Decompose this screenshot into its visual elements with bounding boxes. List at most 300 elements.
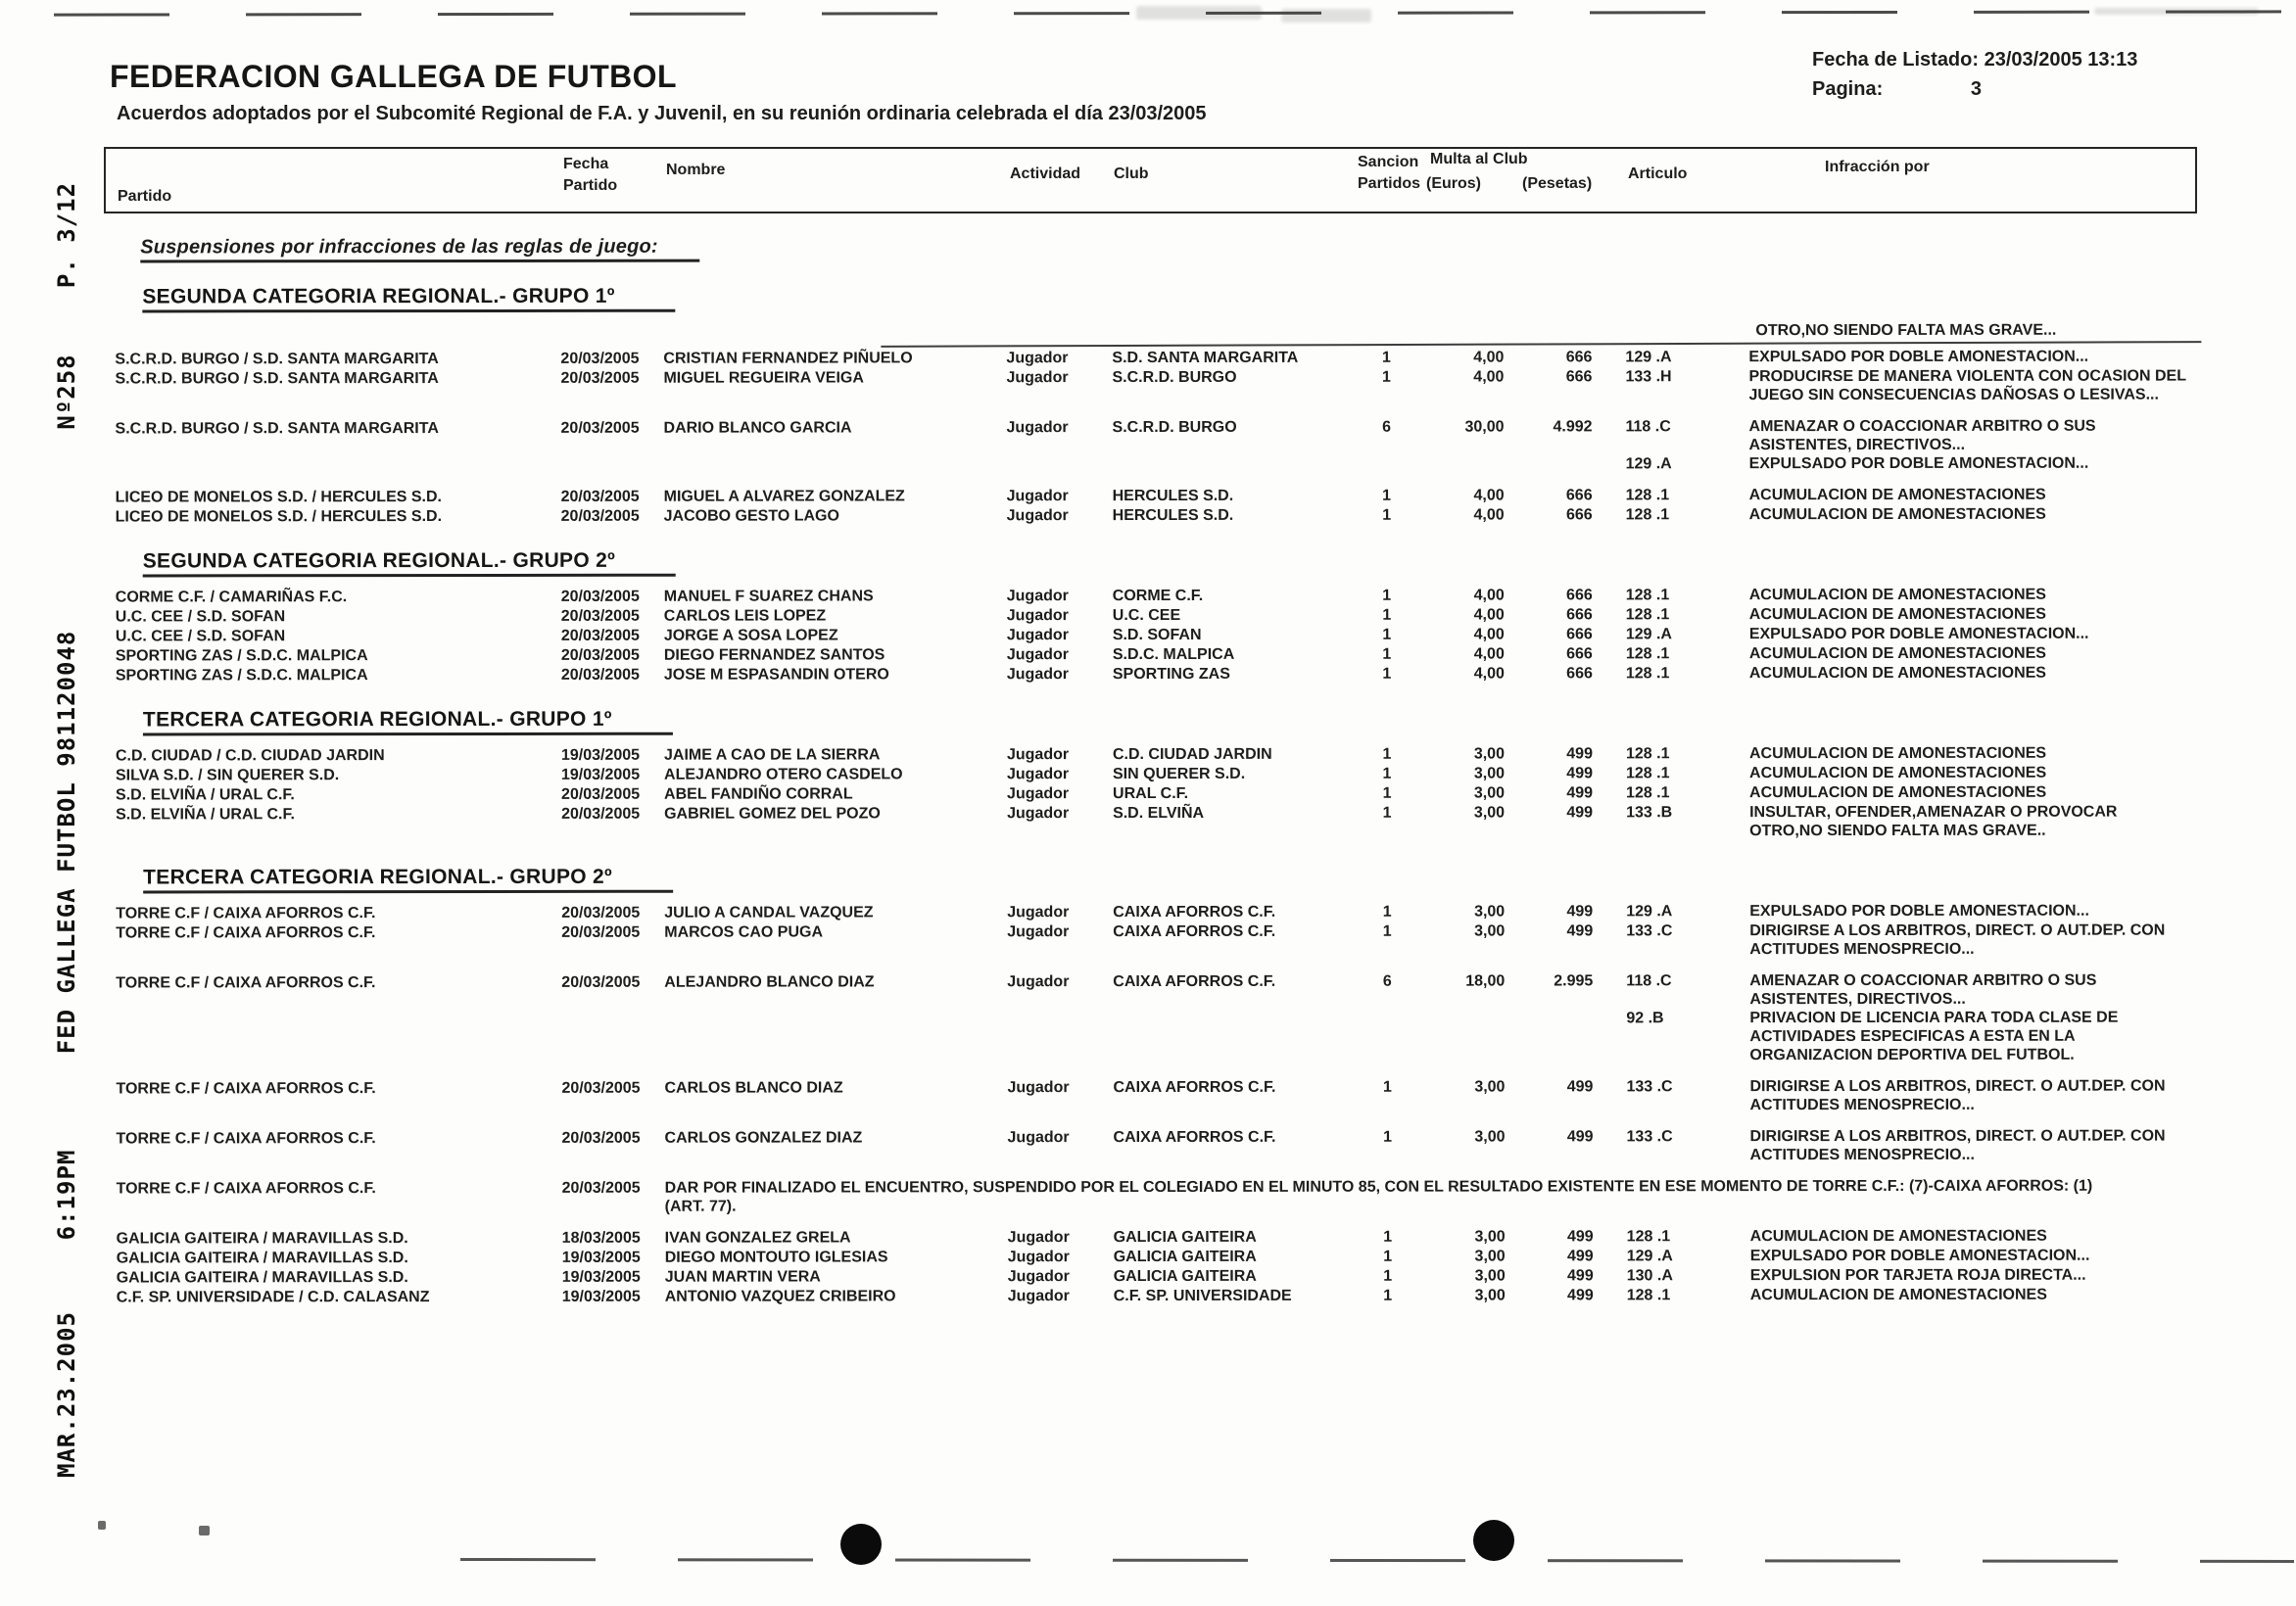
cell-sancion-partidos: 1	[1383, 1128, 1392, 1146]
column-header-articulo: Articulo	[1628, 165, 1688, 182]
column-header-fecha: Fecha	[563, 156, 609, 172]
cell-multa-pesetas: 4.992	[1553, 418, 1593, 436]
cell-infraccion	[1749, 1009, 2184, 1065]
cell-multa-euros: 4,00	[1473, 506, 1505, 524]
cell-sanciones	[1592, 367, 2186, 405]
cell-multa-pesetas: 666	[1566, 606, 1593, 624]
fax-page-indicator: P. 3/12	[53, 181, 80, 289]
cell-club: CORME C.F.	[1112, 587, 1204, 605]
infraccion-line: ACUMULACION DE AMONESTACIONES	[1749, 1227, 2047, 1246]
sancion-line	[1594, 1227, 2185, 1247]
cell-fecha-partido: 19/03/2005	[561, 1249, 641, 1266]
cell-partido: TORRE C.F / CAIXA AFORROS C.F.	[116, 1080, 376, 1098]
cell-infraccion	[1749, 971, 2184, 1010]
cell-club: S.C.R.D. BURGO	[1112, 418, 1237, 437]
infraccion-line: ACUMULACION DE AMONESTACIONES	[1749, 783, 2047, 802]
cell-fecha-partido: 19/03/2005	[560, 766, 641, 783]
infraccion-line: ACUMULACION DE AMONESTACIONES	[1748, 664, 2046, 683]
cell-actividad: Jugador	[1006, 350, 1069, 367]
cell-multa-pesetas: 666	[1566, 587, 1593, 604]
cell-actividad: Jugador	[1007, 1129, 1070, 1147]
sancion-line	[1593, 803, 2184, 841]
sanction-row	[116, 586, 2217, 607]
cell-multa-euros: 4,00	[1473, 645, 1505, 663]
sanction-row	[116, 803, 2217, 843]
cell-fecha-partido: 20/03/2005	[560, 588, 640, 605]
cell-multa-pesetas: 499	[1566, 922, 1594, 940]
cell-articulo: 133 .C	[1626, 922, 1673, 940]
cell-sancion-partidos: 1	[1382, 587, 1392, 604]
cell-articulo: 129 .A	[1626, 1248, 1673, 1265]
cell-infraccion	[1750, 1127, 2185, 1165]
cell-partido: S.C.R.D. BURGO / S.D. SANTA MARGARITA	[115, 370, 439, 388]
cell-nombre: MANUEL F SUAREZ CHANS	[663, 588, 874, 605]
cell-sanciones	[1593, 644, 2184, 664]
cell-nombre: MIGUEL A ALVAREZ GONZALEZ	[663, 488, 905, 505]
infraccion-line: JUEGO SIN CONSECUENCIAS DAÑOSAS O LESIVAS...	[1748, 386, 2159, 404]
cell-multa-pesetas: 666	[1565, 506, 1593, 524]
cell-infraccion	[1749, 1077, 2184, 1115]
sancion-line	[1592, 348, 2183, 367]
cell-sancion-partidos: 1	[1382, 606, 1392, 624]
sancion-line	[1593, 921, 2184, 960]
infraccion-line: EXPULSADO POR DOBLE AMONESTACION...	[1748, 348, 2089, 366]
cell-articulo: 118 .C	[1625, 418, 1671, 436]
carryover-infraccion: OTRO,NO SIENDO FALTA MAS GRAVE...	[1755, 321, 2057, 340]
cell-nombre: IVAN GONZALEZ GRELA	[664, 1229, 851, 1247]
cell-nombre: ANTONIO VAZQUEZ CRIBEIRO	[664, 1288, 896, 1305]
cell-multa-pesetas: 499	[1566, 903, 1594, 921]
cell-articulo: 92 .B	[1626, 1010, 1664, 1027]
infraccion-line: ACUMULACION DE AMONESTACIONES	[1748, 486, 2046, 504]
cell-nombre: ALEJANDRO OTERO CASDELO	[663, 766, 903, 783]
cell-articulo: 129 .A	[1626, 903, 1673, 921]
column-header-fecha-partido: Partido	[563, 177, 618, 194]
infraccion-line: ACTIVIDADES ESPECIFICAS A ESTA EN LA	[1749, 1027, 2076, 1046]
cell-club: URAL C.F.	[1113, 784, 1189, 803]
cell-sancion-partidos: 6	[1382, 418, 1391, 436]
cell-sanciones	[1594, 1266, 2185, 1286]
cell-articulo: 128 .1	[1626, 784, 1670, 802]
cell-nombre: JACOBO GESTO LAGO	[663, 507, 839, 525]
cell-nombre: ABEL FANDIÑO CORRAL	[664, 785, 853, 803]
cell-infraccion	[1749, 586, 2184, 605]
cell-sancion-partidos: 1	[1382, 903, 1392, 921]
fecha-listado-value: 23/03/2005 13:13	[1984, 49, 2138, 71]
hole-punch-mark	[840, 1524, 882, 1565]
cell-infraccion	[1750, 1227, 2185, 1247]
cell-nombre: DIEGO MONTOUTO IGLESIAS	[664, 1249, 888, 1266]
infraccion-line: EXPULSADO POR DOBLE AMONESTACION...	[1749, 1247, 2090, 1265]
infraccion-line: PRIVACION DE LICENCIA PARA TODA CLASE DE	[1749, 1009, 2119, 1027]
sanction-row	[117, 1286, 2218, 1307]
sancion-line	[1592, 417, 2183, 455]
infraccion-line: DIRIGIRSE A LOS ARBITROS, DIRECT. O AUT.DEP. CON	[1749, 1077, 2166, 1096]
sanction-row	[116, 971, 2217, 1067]
cell-partido: GALICIA GAITEIRA / MARAVILLAS S.D.	[116, 1250, 408, 1267]
sanction-row	[115, 367, 2216, 407]
sancion-line	[1593, 744, 2184, 764]
section-title: TERCERA CATEGORIA REGIONAL.- GRUPO 2º	[143, 868, 673, 894]
cell-partido: S.C.R.D. BURGO / S.D. SANTA MARGARITA	[115, 351, 439, 368]
cell-infraccion	[1749, 625, 2184, 644]
cell-infraccion	[1749, 505, 2184, 525]
cell-infraccion	[1748, 367, 2186, 405]
sancion-line	[1592, 367, 2186, 405]
infraccion-line: ASISTENTES, DIRECTIVOS...	[1748, 436, 1966, 454]
cell-multa-pesetas: 499	[1566, 784, 1594, 802]
note-line: (ART. 77).	[664, 1198, 737, 1215]
cell-multa-euros: 3,00	[1473, 765, 1506, 782]
cell-fecha-partido: 20/03/2005	[560, 507, 640, 525]
cell-partido: SPORTING ZAS / S.D.C. MALPICA	[115, 647, 368, 665]
section-title: TERCERA CATEGORIA REGIONAL.- GRUPO 1º	[143, 710, 673, 736]
sancion-line	[1594, 1266, 2185, 1286]
fax-bottom-edge-dashes	[460, 1558, 2294, 1563]
infraccion-line: ACUMULACION DE AMONESTACIONES	[1748, 605, 2046, 624]
cell-multa-euros: 30,00	[1464, 418, 1505, 436]
column-header-sancion-partidos: Partidos	[1358, 175, 1421, 192]
cell-multa-euros: 3,00	[1474, 903, 1506, 921]
cell-nombre: JOSE M ESPASANDIN OTERO	[663, 666, 889, 684]
cell-multa-pesetas: 499	[1566, 1248, 1594, 1265]
sanction-row	[116, 902, 2217, 923]
match-resolution-note	[665, 1177, 2185, 1216]
sancion-line	[1594, 1247, 2185, 1266]
scan-speck	[199, 1526, 210, 1535]
cell-partido: LICEO DE MONELOS S.D. / HERCULES S.D.	[115, 508, 443, 526]
infraccion-line: ACUMULACION DE AMONESTACIONES	[1748, 586, 2046, 604]
cell-partido: C.D. CIUDAD / C.D. CIUDAD JARDIN	[115, 747, 385, 765]
column-header-multa: Multa al Club	[1430, 151, 1528, 167]
cell-sanciones	[1594, 1127, 2185, 1165]
cell-fecha-partido: 19/03/2005	[561, 1288, 641, 1305]
cell-nombre: ALEJANDRO BLANCO DIAZ	[664, 973, 875, 991]
cell-sancion-partidos: 1	[1381, 368, 1391, 386]
column-header-nombre: Nombre	[666, 162, 726, 178]
cell-fecha-partido: 20/03/2005	[561, 973, 641, 991]
sanction-row	[116, 764, 2217, 785]
cell-articulo: 133 .H	[1625, 368, 1672, 386]
column-header-partido: Partido	[118, 188, 172, 205]
sanction-row	[117, 1127, 2218, 1167]
cell-fecha-partido: 20/03/2005	[561, 785, 641, 803]
cell-fecha-partido: 20/03/2005	[561, 1179, 641, 1197]
cell-actividad: Jugador	[1007, 1229, 1070, 1247]
pagina-value: 3	[1970, 78, 1982, 100]
list-title: Suspensiones por infracciones de las reglas de juego:	[140, 238, 699, 263]
cell-infraccion	[1749, 486, 2184, 505]
column-header-pesetas: (Pesetas)	[1522, 175, 1593, 192]
cell-nombre: CARLOS LEIS LOPEZ	[663, 607, 827, 625]
cell-club: CAIXA AFORROS C.F.	[1113, 903, 1276, 921]
cell-partido: CORME C.F. / CAMARIÑAS F.C.	[115, 589, 348, 606]
cell-sancion-partidos: 1	[1382, 487, 1392, 504]
cell-sancion-partidos: 1	[1383, 1287, 1393, 1304]
cell-partido: S.D. ELVIÑA / URAL C.F.	[116, 806, 295, 824]
cell-sanciones	[1593, 902, 2184, 921]
sancion-line	[1594, 1127, 2185, 1165]
cell-club: SPORTING ZAS	[1112, 665, 1230, 684]
section-title: SEGUNDA CATEGORIA REGIONAL.- GRUPO 2º	[143, 551, 676, 578]
listing-meta	[1812, 49, 2137, 108]
category-section	[115, 260, 2216, 527]
sanction-row	[117, 1227, 2218, 1249]
sancion-line	[1593, 902, 2184, 921]
cell-actividad: Jugador	[1006, 746, 1070, 764]
cell-infraccion	[1750, 1247, 2185, 1266]
pagina-label: Pagina:	[1812, 78, 1884, 100]
cell-articulo: 128 .1	[1625, 506, 1670, 524]
cell-sancion-partidos: 1	[1381, 349, 1391, 366]
cell-club: GALICIA GAITEIRA	[1113, 1228, 1257, 1247]
cell-actividad: Jugador	[1007, 1249, 1070, 1266]
cell-sancion-partidos: 1	[1383, 1248, 1393, 1265]
sanction-row	[116, 783, 2217, 805]
infraccion-line: ACUMULACION DE AMONESTACIONES	[1748, 505, 2046, 524]
cell-sanciones	[1593, 764, 2184, 783]
cell-sanciones	[1594, 1247, 2185, 1266]
cell-articulo: 128 .1	[1625, 745, 1670, 763]
cell-sanciones	[1593, 625, 2184, 644]
column-header-actividad: Actividad	[1010, 165, 1081, 182]
cell-partido: LICEO DE MONELOS S.D. / HERCULES S.D.	[115, 489, 442, 506]
cell-club: S.D. ELVIÑA	[1113, 804, 1205, 823]
cell-fecha-partido: 20/03/2005	[560, 488, 640, 505]
cell-club: GALICIA GAITEIRA	[1113, 1248, 1257, 1266]
cell-fecha-partido: 20/03/2005	[561, 805, 641, 823]
sanction-row	[117, 1266, 2218, 1288]
cell-sanciones	[1593, 664, 2184, 684]
cell-multa-euros: 4,00	[1473, 606, 1505, 624]
cell-fecha-partido: 20/03/2005	[560, 369, 640, 387]
cell-multa-pesetas: 499	[1567, 1287, 1594, 1304]
infraccion-line: ACTITUDES MENOSPRECIO...	[1749, 1146, 1975, 1164]
cell-multa-pesetas: 499	[1566, 1228, 1594, 1246]
infraccion-line: EXPULSADO POR DOBLE AMONESTACION...	[1748, 625, 2089, 643]
cell-club: S.D. SOFAN	[1112, 626, 1202, 644]
cell-nombre: JULIO A CANDAL VAZQUEZ	[664, 904, 874, 921]
cell-fecha-partido: 20/03/2005	[560, 607, 640, 625]
cell-sancion-partidos: 1	[1382, 1078, 1392, 1096]
cell-sanciones	[1593, 586, 2184, 605]
cell-multa-pesetas: 666	[1566, 645, 1593, 663]
cell-nombre: DIEGO FERNANDEZ SANTOS	[663, 646, 885, 664]
cell-infraccion	[1749, 454, 2184, 474]
fax-sender-id: FED GALLEGA FUTBOL 981120048	[53, 630, 80, 1055]
infraccion-line: DIRIGIRSE A LOS ARBITROS, DIRECT. O AUT.DEP. CON	[1749, 921, 2166, 940]
cell-actividad: Jugador	[1006, 419, 1069, 437]
cell-partido: U.C. CEE / S.D. SOFAN	[115, 628, 286, 645]
cell-sanciones	[1593, 971, 2184, 1065]
scan-speck	[98, 1521, 106, 1530]
cell-actividad: Jugador	[1007, 785, 1070, 803]
fax-date: MAR.23.2005	[53, 1311, 80, 1478]
cell-club: CAIXA AFORROS C.F.	[1113, 1078, 1276, 1097]
cell-actividad: Jugador	[1007, 904, 1070, 921]
cell-sanciones	[1593, 921, 2184, 960]
infraccion-line: DIRIGIRSE A LOS ARBITROS, DIRECT. O AUT.DEP. CON	[1749, 1127, 2166, 1146]
cell-sancion-partidos: 1	[1382, 626, 1392, 643]
cell-multa-euros: 3,00	[1474, 1248, 1506, 1265]
cell-multa-pesetas: 499	[1567, 1267, 1594, 1285]
cell-actividad: Jugador	[1006, 369, 1069, 387]
sancion-line	[1593, 783, 2184, 803]
cell-fecha-partido: 20/03/2005	[560, 627, 640, 644]
document-title: FEDERACION GALLEGA DE FUTBOL	[110, 59, 677, 94]
cell-club: C.D. CIUDAD JARDIN	[1112, 745, 1272, 764]
cell-articulo: 128 .1	[1626, 1228, 1671, 1246]
cell-multa-euros: 3,00	[1474, 1228, 1506, 1246]
cell-infraccion	[1749, 605, 2184, 625]
infraccion-line: ACTITUDES MENOSPRECIO...	[1749, 940, 1975, 959]
ink-bleed-mark	[1281, 9, 1371, 23]
cell-multa-euros: 4,00	[1473, 587, 1505, 604]
cell-multa-pesetas: 499	[1566, 745, 1593, 763]
cell-articulo: 133 .C	[1626, 1128, 1673, 1146]
cell-actividad: Jugador	[1007, 923, 1070, 941]
cell-sanciones	[1593, 1077, 2184, 1115]
cell-club: GALICIA GAITEIRA	[1113, 1267, 1257, 1286]
cell-actividad: Jugador	[1006, 607, 1069, 625]
table-header	[104, 147, 2197, 213]
cell-fecha-partido: 20/03/2005	[560, 646, 640, 664]
document-body	[115, 232, 2218, 1308]
cell-fecha-partido: 19/03/2005	[561, 1268, 641, 1286]
cell-club: S.C.R.D. BURGO	[1112, 368, 1237, 387]
cell-articulo: 128 .1	[1625, 606, 1670, 624]
cell-actividad: Jugador	[1006, 488, 1069, 505]
cell-sanciones	[1594, 1227, 2185, 1247]
cell-infraccion	[1749, 644, 2184, 664]
cell-sancion-partidos: 1	[1382, 922, 1392, 940]
cell-articulo: 128 .1	[1625, 487, 1670, 504]
cell-club: S.D.C. MALPICA	[1112, 645, 1235, 664]
cell-sanciones	[1593, 486, 2184, 505]
section-title: SEGUNDA CATEGORIA REGIONAL.- GRUPO 1º	[142, 287, 675, 313]
cell-infraccion	[1749, 764, 2184, 783]
infraccion-line: AMENAZAR O COACCIONAR ARBITRO O SUS	[1748, 417, 2096, 436]
cell-multa-pesetas: 666	[1566, 626, 1593, 643]
cell-multa-pesetas: 2.995	[1554, 972, 1594, 990]
cell-infraccion	[1749, 783, 2184, 803]
column-header-sancion: Sancion	[1358, 154, 1419, 170]
infraccion-line: ACUMULACION DE AMONESTACIONES	[1749, 1286, 2047, 1304]
sections-container	[115, 260, 2217, 1307]
sanction-row	[115, 348, 2216, 369]
cell-sanciones	[1593, 744, 2184, 764]
sancion-line	[1593, 486, 2184, 505]
cell-partido: TORRE C.F / CAIXA AFORROS C.F.	[116, 905, 376, 922]
cell-club: CAIXA AFORROS C.F.	[1113, 1128, 1276, 1147]
column-header-infraccion: Infracción por	[1825, 159, 1930, 175]
cell-multa-euros: 3,00	[1474, 1267, 1506, 1285]
cell-infraccion	[1750, 1286, 2185, 1305]
fecha-listado-label: Fecha de Listado:	[1812, 49, 1980, 71]
cell-multa-euros: 3,00	[1474, 1078, 1506, 1096]
section-title-row	[116, 684, 2217, 747]
cell-multa-pesetas: 666	[1565, 368, 1593, 386]
cell-club: C.F. SP. UNIVERSIDADE	[1113, 1287, 1292, 1305]
cell-actividad: Jugador	[1007, 1079, 1070, 1097]
category-section	[116, 684, 2217, 843]
sanction-row	[116, 921, 2217, 962]
cell-sancion-partidos: 1	[1382, 665, 1392, 683]
cell-multa-euros: 4,00	[1473, 349, 1505, 366]
cell-infraccion	[1749, 902, 2184, 921]
cell-club: S.D. SANTA MARGARITA	[1112, 349, 1299, 367]
cell-sanciones	[1593, 505, 2184, 525]
cell-nombre: CARLOS BLANCO DIAZ	[664, 1079, 843, 1097]
ink-bleed-mark	[1136, 6, 1262, 20]
cell-actividad: Jugador	[1007, 1288, 1070, 1305]
cell-actividad: Jugador	[1006, 646, 1069, 664]
cell-actividad: Jugador	[1006, 766, 1070, 783]
sanction-row	[116, 664, 2217, 685]
cell-articulo: 128 .1	[1625, 665, 1670, 683]
sancion-line	[1593, 764, 2184, 783]
cell-partido: C.F. SP. UNIVERSIDADE / C.D. CALASANZ	[116, 1289, 430, 1306]
cell-partido: TORRE C.F / CAIXA AFORROS C.F.	[116, 924, 376, 942]
cell-articulo: 128 .1	[1626, 1287, 1671, 1304]
cell-partido: GALICIA GAITEIRA / MARAVILLAS S.D.	[116, 1269, 408, 1287]
sanction-row	[116, 625, 2217, 646]
cell-nombre: DARIO BLANCO GARCIA	[663, 419, 852, 437]
sancion-line	[1593, 644, 2184, 664]
sanction-row	[117, 1247, 2218, 1268]
cell-club: CAIXA AFORROS C.F.	[1113, 922, 1276, 941]
cell-multa-euros: 4,00	[1473, 487, 1505, 504]
infraccion-line: INSULTAR, OFENDER,AMENAZAR O PROVOCAR	[1749, 803, 2118, 822]
cell-club: HERCULES S.D.	[1112, 487, 1234, 505]
infraccion-line: ACUMULACION DE AMONESTACIONES	[1748, 644, 2046, 663]
cell-sanciones	[1593, 803, 2184, 841]
sancion-line	[1593, 505, 2184, 525]
cell-infraccion	[1749, 803, 2184, 841]
cell-infraccion	[1750, 1266, 2185, 1286]
infraccion-line: ASISTENTES, DIRECTIVOS...	[1749, 990, 1966, 1009]
cell-infraccion	[1749, 664, 2184, 684]
cell-multa-euros: 3,00	[1474, 1287, 1506, 1304]
cell-articulo: 129 .A	[1625, 349, 1672, 366]
column-header-club: Club	[1114, 165, 1149, 182]
cell-nombre: GABRIEL GOMEZ DEL POZO	[664, 805, 881, 823]
cell-articulo: 133 .C	[1626, 1078, 1673, 1096]
cell-fecha-partido: 20/03/2005	[560, 666, 640, 684]
cell-fecha-partido: 20/03/2005	[560, 350, 640, 367]
infraccion-line: ACUMULACION DE AMONESTACIONES	[1748, 744, 2047, 763]
category-section	[116, 525, 2217, 685]
cell-fecha-partido: 20/03/2005	[561, 1079, 641, 1097]
section-title-row	[116, 841, 2217, 905]
cell-fecha-partido: 19/03/2005	[560, 746, 641, 764]
cell-partido: TORRE C.F / CAIXA AFORROS C.F.	[116, 1130, 376, 1148]
infraccion-line: PRODUCIRSE DE MANERA VIOLENTA CON OCASION DEL	[1748, 367, 2186, 386]
sanction-row	[116, 744, 2217, 766]
cell-fecha-partido: 18/03/2005	[561, 1229, 641, 1247]
cell-multa-pesetas: 666	[1565, 487, 1593, 504]
cell-multa-euros: 3,00	[1473, 804, 1506, 822]
cell-actividad: Jugador	[1007, 973, 1070, 991]
sancion-line	[1593, 664, 2184, 684]
cell-infraccion	[1749, 744, 2184, 764]
cell-multa-pesetas: 499	[1566, 1128, 1594, 1146]
cell-infraccion	[1748, 348, 2183, 367]
cell-multa-euros: 3,00	[1473, 784, 1506, 802]
sancion-line	[1593, 625, 2184, 644]
cell-club: U.C. CEE	[1112, 606, 1181, 625]
cell-sanciones	[1594, 1286, 2185, 1305]
